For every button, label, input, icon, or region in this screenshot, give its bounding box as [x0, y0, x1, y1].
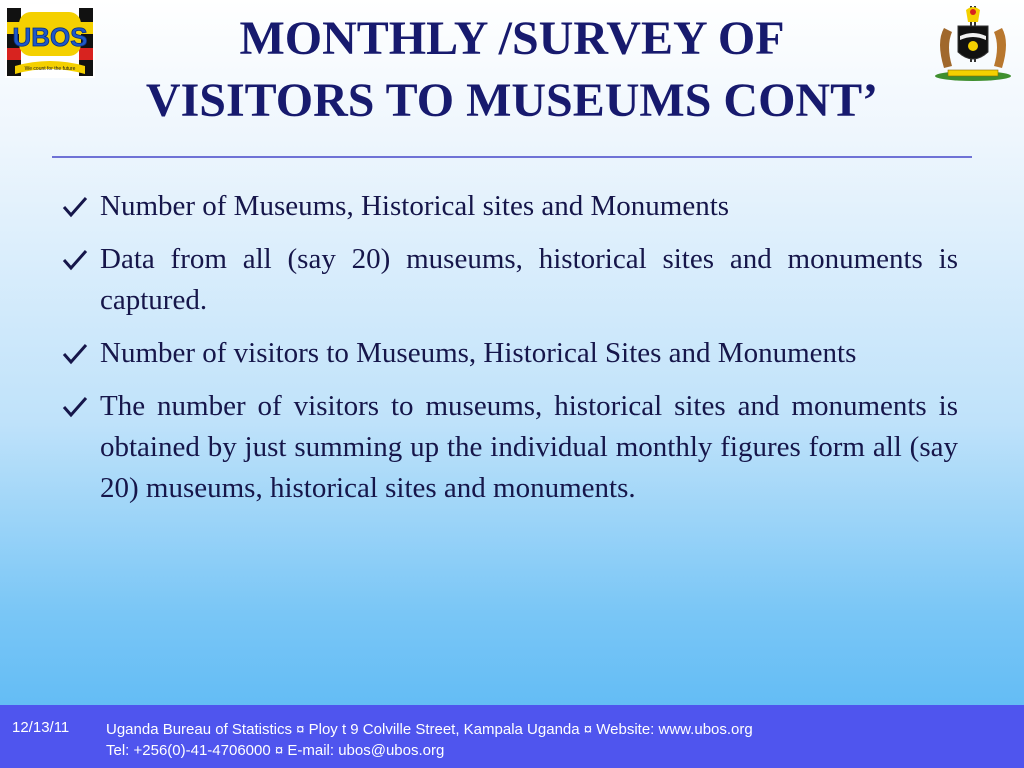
- list-item: [60, 386, 958, 509]
- footer-date: 12/13/11: [12, 719, 70, 736]
- bullet-text: Number of visitors to Museums, Historical Sites and Monuments: [100, 337, 857, 369]
- bullet-text: Number of Museums, Historical sites and Monuments: [100, 190, 730, 222]
- list-item: [60, 239, 958, 321]
- svg-text:We count for the future: We count for the future: [24, 66, 76, 72]
- title-divider: [52, 156, 972, 158]
- list-item: [60, 333, 958, 374]
- page-title: [40, 8, 984, 132]
- title-line-2: VISITORS TO MUSEUMS CONT’: [145, 74, 879, 127]
- title-line-1: MONTHLY /SURVEY OF: [239, 12, 785, 65]
- footer-bar: [0, 705, 1024, 768]
- bullet-text: The number of visitors to museums, historical sites and monuments is obtained by just summing up the individual monthly figures form all (say 20) museums, historical sites and monuments.: [100, 390, 958, 504]
- footer-contact-line: Tel: +256(0)-41-4706000 ¤ E-mail: ubos@ubos.org: [106, 742, 445, 759]
- checkmark-icon: [62, 196, 88, 218]
- footer-address-line: Uganda Bureau of Statistics ¤ Ploy t 9 Colville Street, Kampala Uganda ¤ Website: www.ubos.org: [106, 721, 753, 738]
- bullet-list: [60, 186, 958, 509]
- list-item: [60, 186, 958, 227]
- checkmark-icon: [62, 249, 88, 271]
- footer-contact: [106, 719, 753, 761]
- checkmark-icon: [62, 396, 88, 418]
- checkmark-icon: [62, 343, 88, 365]
- bullet-text: Data from all (say 20) museums, historical sites and monuments is captured.: [100, 243, 958, 316]
- svg-text:UBOS: UBOS: [12, 22, 88, 52]
